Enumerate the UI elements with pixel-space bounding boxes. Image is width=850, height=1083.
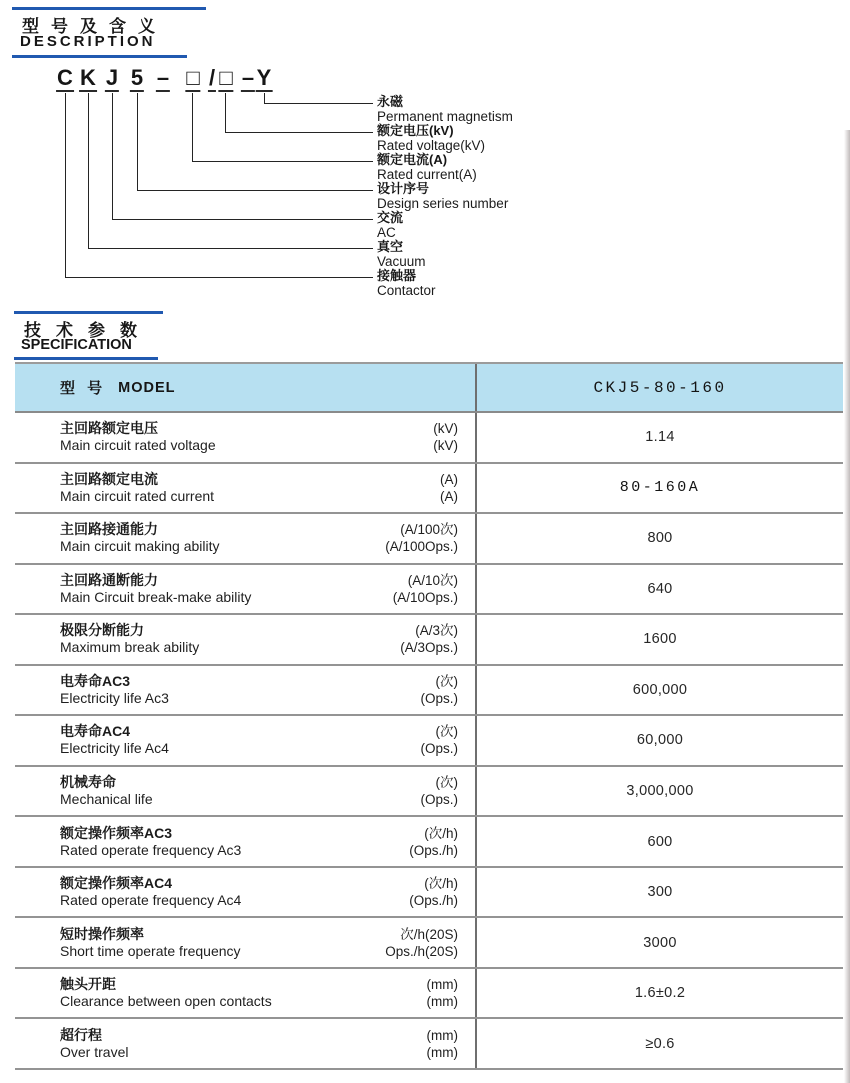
param-unit-en: (Ops.)	[420, 791, 458, 807]
label-cn: 接触器	[377, 268, 417, 283]
spec-row-short-time-operate-frequency	[15, 918, 843, 969]
diagram-label-vacuum	[377, 240, 426, 269]
spec-row-main-circuit-break-make-ability	[15, 565, 843, 616]
model-code-char: –	[241, 65, 255, 90]
param-unit-cn: (次/h)	[424, 876, 458, 892]
param-value: 3,000,000	[626, 782, 694, 799]
spec-row-main-circuit-making-ability	[15, 514, 843, 565]
param-name-cn: 电寿命AC3	[60, 672, 131, 689]
diagram-label-design-series	[377, 182, 508, 211]
param-unit-en: (mm)	[426, 994, 458, 1010]
param-unit-en: (Ops./h)	[409, 893, 458, 909]
param-value: 60,000	[636, 732, 684, 749]
param-unit-en: (A/3Ops.)	[400, 640, 458, 656]
param-unit-cn: (A/3次)	[415, 623, 458, 639]
param-value: 1.6±0.2	[634, 985, 686, 1002]
model-code-placeholder-box: □	[219, 65, 233, 90]
model-code-char: K	[80, 65, 96, 90]
param-unit-cn: (A)	[440, 471, 458, 487]
param-name-en: Main circuit rated voltage	[60, 437, 216, 454]
spec-row-main-circuit-rated-current	[15, 464, 843, 515]
model-code-char: C	[57, 65, 73, 90]
param-value: 80-160A	[619, 479, 701, 497]
spec-row-rated-operate-frequency-ac4	[15, 868, 843, 919]
label-en: AC	[377, 224, 396, 240]
param-unit-en: (kV)	[433, 438, 458, 454]
param-name-en: Over travel	[60, 1043, 129, 1060]
label-en: Design series number	[377, 195, 509, 211]
param-unit-en: (mm)	[426, 1044, 458, 1060]
param-value: 640	[647, 580, 673, 597]
param-name-cn: 主回路额定电流	[60, 470, 158, 487]
param-unit-cn: (次)	[435, 724, 458, 740]
model-label-en: MODEL	[118, 379, 176, 396]
param-unit-en: (Ops.)	[420, 741, 458, 757]
blue-rule-top	[14, 311, 163, 314]
spec-row-over-travel	[15, 1019, 843, 1070]
model-value: CKJ5-80-160	[593, 378, 727, 397]
param-name-cn: 电寿命AC4	[60, 723, 131, 740]
blue-rule-top	[12, 7, 206, 10]
param-name-cn: 短时操作频率	[60, 925, 144, 942]
diagram-label-rated-voltage	[377, 124, 485, 153]
diagram-label-contactor	[377, 269, 436, 298]
label-cn: 额定电压(kV)	[377, 123, 454, 138]
param-name-en: Main circuit rated current	[60, 487, 215, 504]
param-unit-cn: (mm)	[426, 1027, 458, 1043]
param-unit-en: (A)	[440, 488, 458, 504]
model-label-cn: 型 号	[60, 380, 107, 397]
specification-table	[15, 362, 843, 1070]
model-code-char: Y	[256, 65, 272, 90]
model-code-char: J	[105, 65, 119, 90]
param-name-en: Main circuit making ability	[60, 538, 220, 555]
param-name-en: Electricity life Ac3	[60, 689, 169, 706]
label-en: Rated current(A)	[377, 166, 477, 182]
param-name-cn: 主回路接通能力	[60, 521, 158, 538]
param-unit-cn: (次)	[435, 774, 458, 790]
param-name-cn: 极限分断能力	[60, 622, 144, 639]
param-name-en: Short time operate frequency	[60, 942, 241, 959]
spec-row-electricity-life-ac4	[15, 716, 843, 767]
param-unit-en: Ops./h(20S)	[385, 943, 458, 959]
section-title-cn: 技术参数	[24, 321, 152, 340]
param-name-cn: 超行程	[60, 1026, 102, 1043]
param-unit-cn: (次)	[435, 673, 458, 689]
model-code-diagram	[0, 60, 850, 310]
param-name-cn: 主回路通断能力	[60, 571, 158, 588]
param-value: 1600	[643, 631, 677, 648]
param-unit-en: (A/10Ops.)	[392, 589, 458, 605]
diagram-label-ac	[377, 211, 403, 240]
param-name-en: Rated operate frequency Ac3	[60, 841, 242, 858]
table-header-row	[15, 362, 843, 413]
model-code-char: 5	[130, 65, 144, 90]
param-name-cn: 触头开距	[60, 976, 116, 993]
param-unit-cn: (A/10次)	[407, 572, 458, 588]
spec-row-rated-operate-frequency-ac3	[15, 817, 843, 868]
section-title-en: SPECIFICATION	[21, 337, 132, 353]
spec-row-mechanical-life	[15, 767, 843, 818]
param-value: 1.14	[645, 429, 675, 446]
param-name-cn: 额定操作频率AC4	[60, 875, 173, 892]
param-name-cn: 机械寿命	[60, 773, 116, 790]
param-unit-cn: (kV)	[433, 421, 458, 437]
blue-rule-bottom	[14, 357, 158, 360]
blue-rule-bottom	[12, 55, 187, 58]
param-name-cn: 额定操作频率AC3	[60, 824, 173, 841]
label-cn: 交流	[377, 210, 404, 225]
param-unit-cn: 次/h(20S)	[400, 926, 458, 942]
label-cn: 设计序号	[377, 181, 430, 196]
param-value: ≥0.6	[645, 1035, 675, 1052]
label-cn: 额定电流(A)	[377, 152, 448, 167]
label-en: Vacuum	[377, 253, 426, 269]
param-value: 600,000	[632, 681, 688, 698]
param-name-en: Maximum break ability	[60, 639, 200, 656]
section-title-en: DESCRIPTION	[20, 33, 156, 50]
spec-row-contact-clearance	[15, 969, 843, 1020]
label-en: Contactor	[377, 282, 436, 298]
label-cn: 真空	[377, 239, 404, 254]
label-en: Rated voltage(kV)	[377, 137, 486, 153]
spec-row-maximum-break-ability	[15, 615, 843, 666]
model-header-cell	[15, 364, 477, 411]
param-unit-cn: (mm)	[426, 977, 458, 993]
model-code-char: –	[156, 65, 170, 90]
param-unit-en: (Ops./h)	[409, 842, 458, 858]
label-en: Permanent magnetism	[377, 108, 513, 124]
param-name-cn: 主回路额定电压	[60, 420, 158, 437]
param-value: 600	[647, 833, 673, 850]
connector-line-contactor	[65, 93, 373, 278]
section-title-cn: 型号及含义	[22, 17, 167, 36]
param-value: 3000	[643, 934, 677, 951]
spec-row-electricity-life-ac3	[15, 666, 843, 717]
param-name-en: Main Circuit break-make ability	[60, 588, 252, 605]
param-name-en: Rated operate frequency Ac4	[60, 892, 242, 909]
param-unit-cn: (A/100次)	[400, 522, 458, 538]
param-unit-cn: (次/h)	[424, 825, 458, 841]
param-name-en: Clearance between open contacts	[60, 993, 272, 1010]
diagram-label-permanent-magnetism	[377, 95, 513, 124]
spec-row-main-circuit-rated-voltage	[15, 413, 843, 464]
model-code-char: /	[208, 65, 216, 90]
param-name-en: Mechanical life	[60, 790, 153, 807]
diagram-label-rated-current	[377, 153, 477, 182]
label-cn: 永磁	[377, 94, 404, 109]
param-unit-en: (Ops.)	[420, 690, 458, 706]
param-unit-en: (A/100Ops.)	[385, 539, 458, 555]
param-value: 300	[647, 884, 673, 901]
param-name-en: Electricity life Ac4	[60, 740, 169, 757]
param-value: 800	[647, 530, 673, 547]
model-code-placeholder-box: □	[186, 65, 200, 90]
